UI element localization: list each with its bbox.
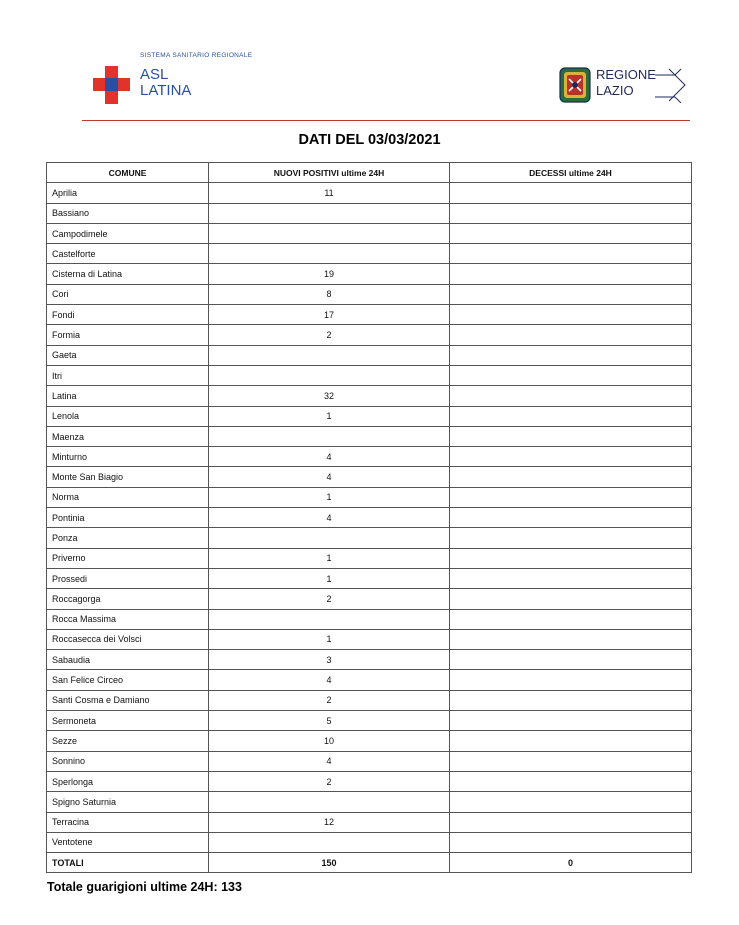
table-row: [47, 284, 692, 304]
table-row: [47, 203, 692, 223]
table-row: [47, 690, 692, 710]
column-header-comune: COMUNE: [47, 163, 209, 183]
positivi-cell: 32: [209, 386, 450, 406]
lazio-decoration-icon: [655, 67, 689, 103]
table-row: [47, 365, 692, 385]
positivi-cell: 5: [209, 711, 450, 731]
comune-cell: Fondi: [47, 305, 209, 325]
decessi-cell: [450, 690, 692, 710]
comune-cell: Spigno Saturnia: [47, 792, 209, 812]
comune-cell: Aprilia: [47, 183, 209, 203]
table-row: [47, 670, 692, 690]
column-header-positivi: NUOVI POSITIVI ultime 24H: [209, 163, 450, 183]
positivi-cell: 4: [209, 447, 450, 467]
table-row: [47, 650, 692, 670]
positivi-cell: 1: [209, 487, 450, 507]
positivi-cell: [209, 223, 450, 243]
positivi-cell: [209, 832, 450, 852]
comune-cell: Roccagorga: [47, 589, 209, 609]
table-row: [47, 792, 692, 812]
comune-cell: Castelforte: [47, 244, 209, 264]
decessi-cell: [450, 731, 692, 751]
asl-latina-logo: [93, 50, 263, 110]
table-row: [47, 508, 692, 528]
page-title: DATI DEL 03/03/2021: [298, 132, 441, 148]
decessi-cell: [450, 487, 692, 507]
regione-lazio-text: [596, 67, 656, 99]
comune-cell: Sermoneta: [47, 711, 209, 731]
decessi-cell: [450, 365, 692, 385]
positivi-cell: 1: [209, 629, 450, 649]
table-row: [47, 609, 692, 629]
positivi-cell: 10: [209, 731, 450, 751]
decessi-cell: [450, 751, 692, 771]
positivi-cell: 12: [209, 812, 450, 832]
table-row: [47, 568, 692, 588]
positivi-cell: [209, 365, 450, 385]
comune-cell: Sabaudia: [47, 650, 209, 670]
comune-cell: Santi Cosma e Damiano: [47, 690, 209, 710]
regione-lazio-logo: [559, 65, 689, 105]
comune-cell: Terracina: [47, 812, 209, 832]
asl-name-line1: ASL: [140, 66, 169, 83]
decessi-cell: [450, 629, 692, 649]
table-row: [47, 548, 692, 568]
comune-cell: Campodimele: [47, 223, 209, 243]
comune-cell: Maenza: [47, 426, 209, 446]
decessi-cell: [450, 305, 692, 325]
positivi-cell: [209, 528, 450, 548]
decessi-cell: [450, 447, 692, 467]
decessi-cell: [450, 223, 692, 243]
comune-cell: Norma: [47, 487, 209, 507]
medical-cross-icon: [93, 66, 130, 104]
region-line1: REGIONE: [596, 67, 656, 82]
table-row: [47, 751, 692, 771]
total-positivi: 150: [209, 853, 450, 873]
total-label: TOTALI: [47, 853, 209, 873]
decessi-cell: [450, 467, 692, 487]
comune-cell: Priverno: [47, 548, 209, 568]
positivi-cell: 3: [209, 650, 450, 670]
table-row: [47, 325, 692, 345]
positivi-cell: 17: [209, 305, 450, 325]
decessi-cell: [450, 548, 692, 568]
table-row: [47, 223, 692, 243]
lazio-seal-icon: [559, 67, 591, 103]
decessi-cell: [450, 244, 692, 264]
positivi-cell: [209, 426, 450, 446]
positivi-cell: 4: [209, 467, 450, 487]
decessi-cell: [450, 711, 692, 731]
decessi-cell: [450, 406, 692, 426]
asl-name-line2: LATINA: [140, 82, 192, 99]
table-row: [47, 183, 692, 203]
comune-cell: Formia: [47, 325, 209, 345]
positivi-cell: 2: [209, 771, 450, 791]
table-row: [47, 406, 692, 426]
comune-cell: Lenola: [47, 406, 209, 426]
comune-cell: Bassiano: [47, 203, 209, 223]
table-row: [47, 305, 692, 325]
positivi-table: [46, 162, 692, 873]
asl-name: [140, 67, 191, 99]
page-header: [0, 0, 739, 122]
comune-cell: Cisterna di Latina: [47, 264, 209, 284]
comune-cell: Latina: [47, 386, 209, 406]
decessi-cell: [450, 183, 692, 203]
positivi-cell: 2: [209, 690, 450, 710]
table-body: [47, 183, 692, 853]
table-row: [47, 244, 692, 264]
decessi-cell: [450, 771, 692, 791]
asl-subtitle: SISTEMA SANITARIO REGIONALE: [140, 52, 253, 59]
decessi-cell: [450, 832, 692, 852]
table-row: [47, 832, 692, 852]
table-row: [47, 528, 692, 548]
decessi-cell: [450, 264, 692, 284]
decessi-cell: [450, 508, 692, 528]
table-row: [47, 447, 692, 467]
table-row: [47, 731, 692, 751]
table-row: [47, 812, 692, 832]
table-row: [47, 386, 692, 406]
decessi-cell: [450, 426, 692, 446]
comune-cell: Minturno: [47, 447, 209, 467]
decessi-cell: [450, 345, 692, 365]
table-row: [47, 771, 692, 791]
comune-cell: Rocca Massima: [47, 609, 209, 629]
table-row: [47, 589, 692, 609]
guarigioni-note: Totale guarigioni ultime 24H: 133: [47, 880, 242, 894]
positivi-cell: 1: [209, 406, 450, 426]
decessi-cell: [450, 650, 692, 670]
positivi-cell: [209, 244, 450, 264]
table-total-row: [47, 853, 692, 873]
decessi-cell: [450, 568, 692, 588]
positivi-cell: [209, 792, 450, 812]
comune-cell: Ponza: [47, 528, 209, 548]
positivi-cell: 4: [209, 670, 450, 690]
comune-cell: Cori: [47, 284, 209, 304]
positivi-cell: [209, 609, 450, 629]
comune-cell: San Felice Circeo: [47, 670, 209, 690]
table-row: [47, 629, 692, 649]
comune-cell: Gaeta: [47, 345, 209, 365]
decessi-cell: [450, 203, 692, 223]
decessi-cell: [450, 792, 692, 812]
table-row: [47, 345, 692, 365]
table-row: [47, 487, 692, 507]
decessi-cell: [450, 589, 692, 609]
positivi-cell: 1: [209, 568, 450, 588]
table-header-row: [47, 163, 692, 183]
comune-cell: Roccasecca dei Volsci: [47, 629, 209, 649]
region-line2: LAZIO: [596, 83, 634, 98]
positivi-cell: [209, 345, 450, 365]
decessi-cell: [450, 812, 692, 832]
positivi-cell: 2: [209, 589, 450, 609]
positivi-cell: [209, 203, 450, 223]
positivi-cell: 19: [209, 264, 450, 284]
comune-cell: Sezze: [47, 731, 209, 751]
total-decessi: 0: [450, 853, 692, 873]
header-divider: [82, 120, 690, 121]
column-header-decessi: DECESSI ultime 24H: [450, 163, 692, 183]
comune-cell: Pontinia: [47, 508, 209, 528]
comune-cell: Sonnino: [47, 751, 209, 771]
table-row: [47, 264, 692, 284]
comune-cell: Sperlonga: [47, 771, 209, 791]
comune-cell: Itri: [47, 365, 209, 385]
comune-cell: Ventotene: [47, 832, 209, 852]
table-row: [47, 426, 692, 446]
positivi-cell: 8: [209, 284, 450, 304]
comune-cell: Monte San Biagio: [47, 467, 209, 487]
comune-cell: Prossedi: [47, 568, 209, 588]
decessi-cell: [450, 325, 692, 345]
positivi-cell: 4: [209, 751, 450, 771]
decessi-cell: [450, 609, 692, 629]
positivi-cell: 4: [209, 508, 450, 528]
positivi-cell: 11: [209, 183, 450, 203]
decessi-cell: [450, 670, 692, 690]
decessi-cell: [450, 284, 692, 304]
decessi-cell: [450, 386, 692, 406]
table-row: [47, 711, 692, 731]
table-row: [47, 467, 692, 487]
positivi-cell: 2: [209, 325, 450, 345]
decessi-cell: [450, 528, 692, 548]
positivi-cell: 1: [209, 548, 450, 568]
